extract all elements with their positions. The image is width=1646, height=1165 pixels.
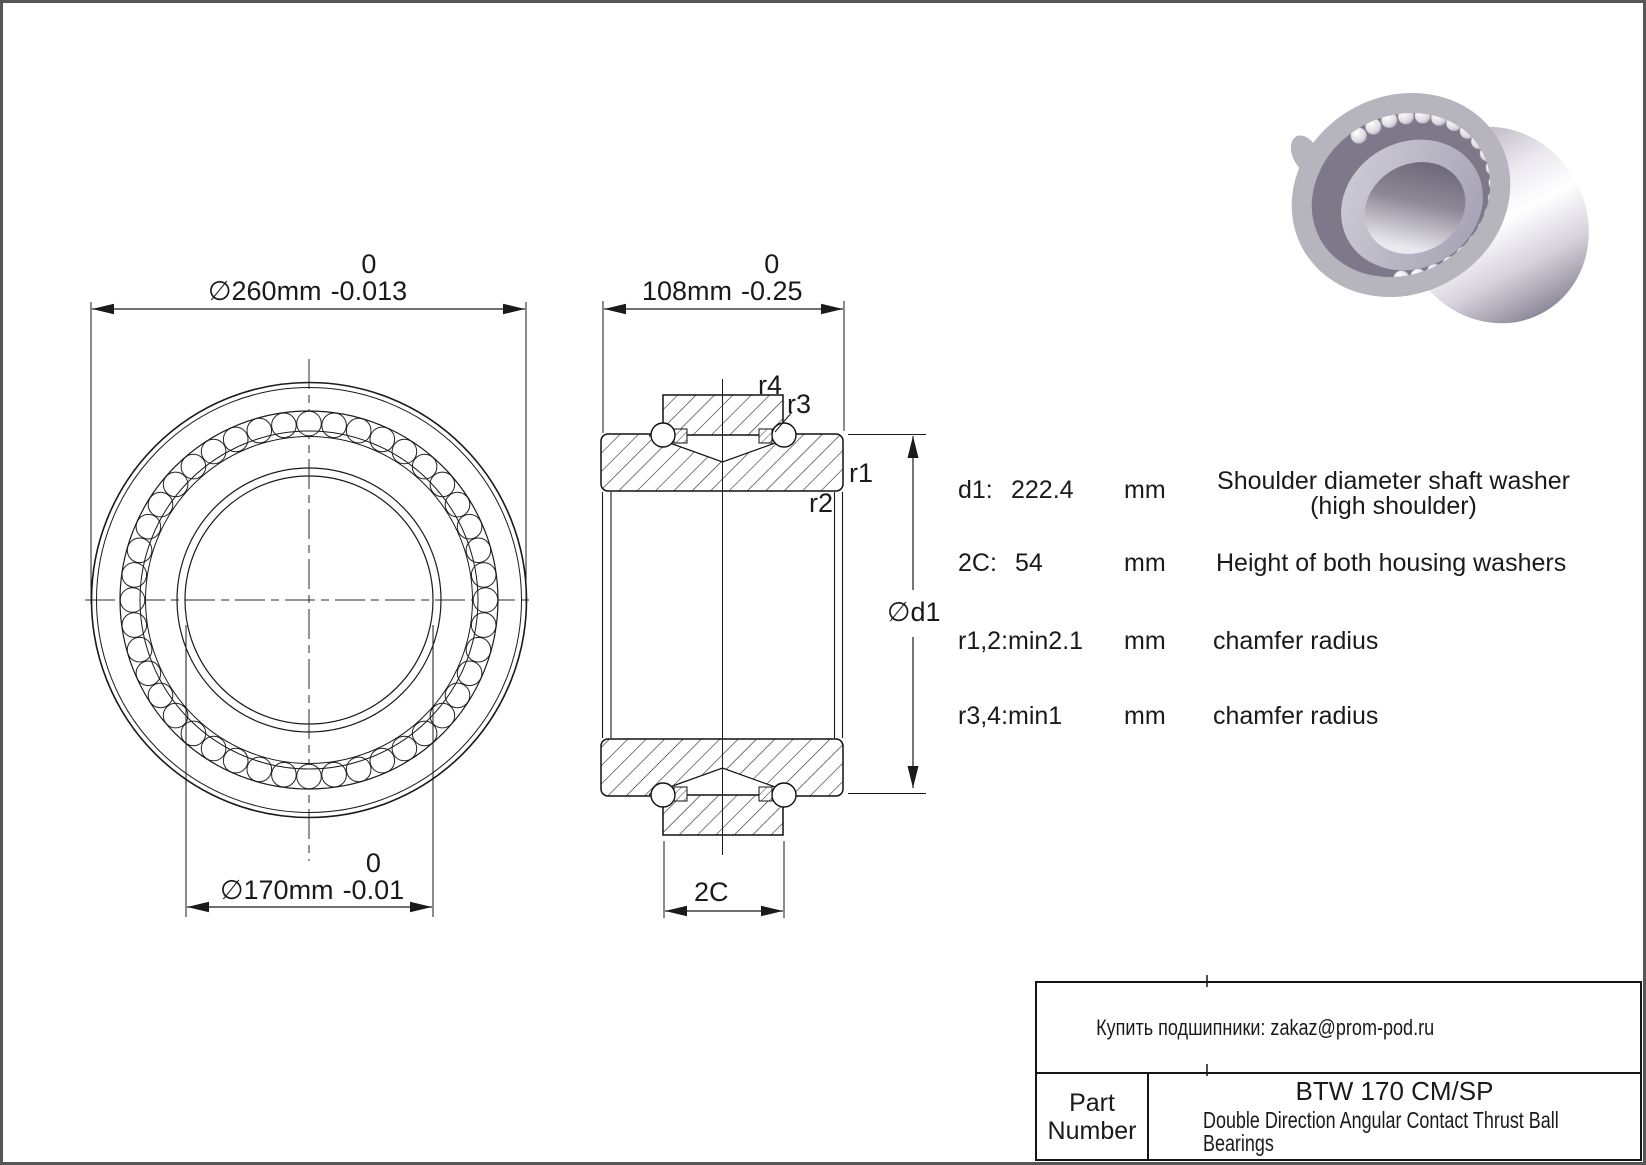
part-description: Double Direction Angular Contact Thrust Ball Bearings bbox=[1203, 1107, 1559, 1156]
dim-text-height bbox=[642, 251, 803, 305]
dim-height-tolerance: 0 -0.25 bbox=[741, 249, 803, 306]
spec-row1-unit: mm bbox=[1124, 476, 1166, 504]
spec-row4-label: r3,4:min1 bbox=[958, 702, 1063, 730]
ball-top-right bbox=[772, 423, 796, 447]
spec-row2-label: 2C: bbox=[958, 549, 997, 577]
ball-bottom-left bbox=[651, 783, 675, 807]
title-block-part-row bbox=[1037, 1074, 1640, 1159]
cage-section-bottom-left bbox=[674, 787, 687, 801]
spec-row2-unit: mm bbox=[1124, 549, 1166, 577]
label-r4: r4 bbox=[758, 370, 783, 400]
dim-bore-prefix: ∅170mm bbox=[220, 875, 334, 905]
label-d1: ∅d1 bbox=[887, 597, 941, 627]
label-2c: 2C bbox=[694, 877, 729, 907]
dim-height-prefix: 108mm bbox=[642, 276, 733, 306]
arrowhead bbox=[761, 906, 783, 917]
label-r1: r1 bbox=[849, 458, 874, 488]
buy-line: Купить подшипники: zakaz@prom-pod.ru bbox=[1096, 1014, 1435, 1040]
arrowhead bbox=[503, 304, 525, 315]
cage-section-top-right bbox=[759, 429, 772, 443]
dim-text-bore-diameter bbox=[220, 850, 404, 904]
arrowhead bbox=[92, 304, 114, 315]
ball-top-left bbox=[651, 423, 675, 447]
arrowhead bbox=[410, 902, 432, 913]
dim-outer-tolerance: 0 -0.013 bbox=[330, 249, 408, 306]
spec-row3-label: r1,2:min2.1 bbox=[958, 627, 1084, 655]
spec-row4-unit: mm bbox=[1124, 702, 1166, 730]
spec-row1-desc: Shoulder diameter shaft washer (high shoulder) bbox=[1217, 467, 1570, 520]
spec-row3-desc: chamfer radius bbox=[1213, 627, 1379, 655]
label-r2: r2 bbox=[809, 488, 834, 518]
front-view bbox=[85, 302, 533, 917]
spec-row2-value: 54 bbox=[1015, 549, 1043, 577]
part-number-label-cell bbox=[1037, 1074, 1149, 1159]
arrowhead bbox=[665, 906, 687, 917]
spec-row1-label: d1: bbox=[958, 476, 993, 504]
part-label-line1: Part bbox=[1069, 1088, 1115, 1117]
dim-text-outer-diameter bbox=[208, 251, 407, 305]
spec-row3-unit: mm bbox=[1124, 627, 1166, 655]
part-label-line2: Number bbox=[1047, 1116, 1137, 1145]
spec-row1-value: 222.4 bbox=[1011, 476, 1074, 504]
arrowhead bbox=[908, 436, 919, 458]
label-r3: r3 bbox=[787, 389, 812, 419]
title-block-buy-row bbox=[1037, 983, 1640, 1074]
arrowhead bbox=[604, 304, 626, 315]
arrowhead bbox=[821, 304, 843, 315]
dim-outer-prefix: ∅260mm bbox=[208, 276, 322, 306]
cage-section-bottom-right bbox=[759, 787, 772, 801]
dim-bore-tolerance: 0 -0.01 bbox=[342, 848, 405, 905]
spec-row2-desc: Height of both housing washers bbox=[1216, 549, 1567, 577]
cage-section-top-left bbox=[674, 429, 687, 443]
arrowhead bbox=[187, 902, 209, 913]
arrowhead bbox=[908, 766, 919, 788]
part-number-value-cell bbox=[1149, 1074, 1640, 1159]
ball-bottom-right bbox=[772, 783, 796, 807]
part-number: BTW 170 CM/SP bbox=[1295, 1076, 1494, 1106]
bearing-3d-render bbox=[1269, 69, 1623, 357]
title-block bbox=[1035, 981, 1642, 1161]
spec-row4-desc: chamfer radius bbox=[1213, 702, 1379, 730]
